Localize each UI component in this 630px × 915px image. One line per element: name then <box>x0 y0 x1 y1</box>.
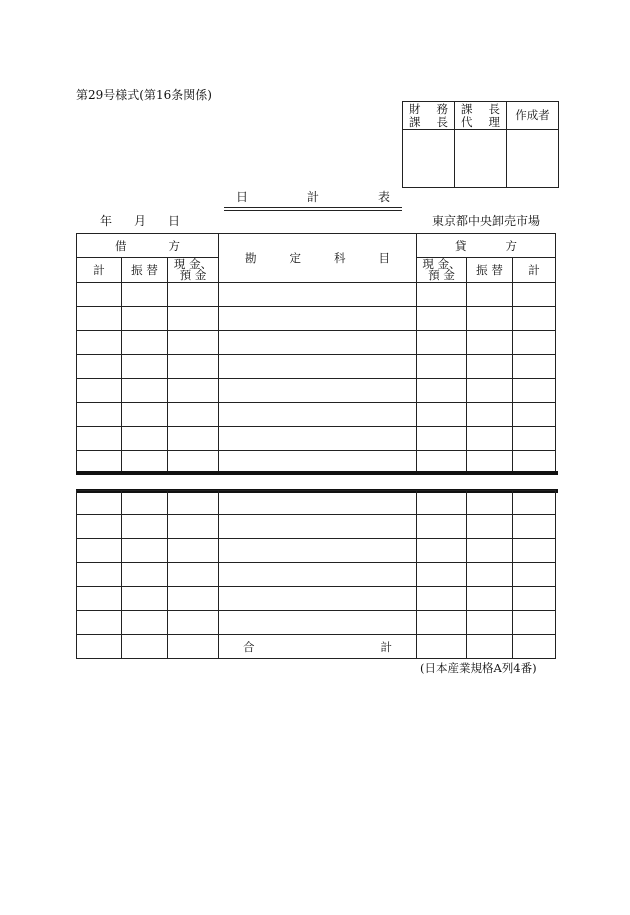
ledger-cell[interactable] <box>77 379 122 403</box>
ledger-cell[interactable] <box>513 379 556 403</box>
credit-cash-header: 現 金、 預 金 <box>417 258 467 283</box>
table-row <box>77 427 556 451</box>
ledger-cell[interactable] <box>168 539 219 563</box>
table-row <box>77 283 556 307</box>
ledger-cell[interactable] <box>122 539 168 563</box>
ledger-cell[interactable] <box>122 283 168 307</box>
ledger-cell[interactable] <box>122 515 168 539</box>
ledger-cell[interactable] <box>417 331 467 355</box>
ledger-cell[interactable] <box>77 587 122 611</box>
table-row <box>77 587 556 611</box>
ledger-cell[interactable] <box>168 611 219 635</box>
ledger-cell[interactable] <box>122 379 168 403</box>
ledger-cell[interactable] <box>168 427 219 451</box>
ledger-cell[interactable] <box>467 307 513 331</box>
ledger-cell[interactable] <box>168 283 219 307</box>
ledger-cell[interactable] <box>122 331 168 355</box>
ledger-cell[interactable] <box>467 427 513 451</box>
credit-total-header: 計 <box>513 258 556 283</box>
ledger-cell[interactable] <box>417 563 467 587</box>
date-line <box>100 212 180 229</box>
table-row <box>77 403 556 427</box>
ledger-cell[interactable] <box>417 515 467 539</box>
ledger-cell[interactable] <box>219 355 417 379</box>
ledger-cell[interactable] <box>122 587 168 611</box>
table-row <box>77 611 556 635</box>
ledger-cell[interactable] <box>219 379 417 403</box>
approval-header-finance-chief: 財 務 課 長 <box>403 102 455 130</box>
ledger-cell[interactable] <box>467 283 513 307</box>
credit-header: 貸 方 <box>417 234 556 258</box>
ledger-cell[interactable] <box>77 427 122 451</box>
ledger-cell[interactable] <box>467 563 513 587</box>
totals-row <box>77 635 556 659</box>
ledger-cell[interactable] <box>219 331 417 355</box>
ledger-cell[interactable] <box>77 635 122 659</box>
ledger-cell[interactable] <box>467 539 513 563</box>
ledger-cell[interactable] <box>122 427 168 451</box>
ledger-cell[interactable] <box>417 635 467 659</box>
ledger-cell[interactable] <box>122 563 168 587</box>
ledger-cell[interactable] <box>77 331 122 355</box>
ledger-cell[interactable] <box>168 587 219 611</box>
approval-stamp-cell[interactable] <box>455 130 507 188</box>
document-title <box>224 188 402 211</box>
date-year-label: 年 <box>100 214 113 228</box>
title-char: 計 <box>306 190 319 204</box>
ledger-cell[interactable] <box>168 355 219 379</box>
date-month-label: 月 <box>134 214 147 228</box>
ledger-cell[interactable] <box>77 563 122 587</box>
ledger-cell[interactable] <box>467 491 513 515</box>
debit-transfer-header: 振 替 <box>122 258 168 283</box>
approval-header-creator: 作成者 <box>507 102 559 130</box>
ledger-cell[interactable] <box>219 539 417 563</box>
title-underline <box>224 210 402 211</box>
ledger-cell[interactable] <box>513 491 556 515</box>
totals-label: 合 計 <box>219 635 417 659</box>
ledger-cell[interactable] <box>219 307 417 331</box>
table-row <box>77 307 556 331</box>
ledger-cell[interactable] <box>467 403 513 427</box>
market-name: 東京都中央卸売市場 <box>432 214 541 228</box>
approval-stamp-cell[interactable] <box>507 130 559 188</box>
footer-standard: (日本産業規格A列4番) <box>420 661 537 675</box>
ledger-cell[interactable] <box>77 515 122 539</box>
approval-header-deputy-chief: 課 長 代 理 <box>455 102 507 130</box>
ledger-cell[interactable] <box>513 403 556 427</box>
ledger-cell[interactable] <box>168 307 219 331</box>
title-char: 表 <box>377 190 390 204</box>
table-row <box>77 491 556 515</box>
ledger-cell[interactable] <box>417 403 467 427</box>
ledger-cell[interactable] <box>168 331 219 355</box>
ledger-cell[interactable] <box>513 611 556 635</box>
ledger-cell[interactable] <box>513 563 556 587</box>
ledger-cell[interactable] <box>219 563 417 587</box>
ledger-cell[interactable] <box>77 491 122 515</box>
ledger-cell[interactable] <box>77 403 122 427</box>
ledger-cell[interactable] <box>513 355 556 379</box>
ledger-cell[interactable] <box>122 611 168 635</box>
ledger-cell[interactable] <box>467 587 513 611</box>
ledger-cell[interactable] <box>417 491 467 515</box>
ledger-cell[interactable] <box>122 491 168 515</box>
ledger-cell[interactable] <box>467 331 513 355</box>
ledger-cell[interactable] <box>219 611 417 635</box>
ledger-cell[interactable] <box>168 379 219 403</box>
ledger-table-bottom <box>76 490 556 659</box>
account-header: 勘 定 科 目 <box>219 234 417 283</box>
ledger-cell[interactable] <box>467 379 513 403</box>
ledger-cell[interactable] <box>122 635 168 659</box>
title-underline <box>224 207 402 208</box>
ledger-cell[interactable] <box>122 307 168 331</box>
ledger-cell[interactable] <box>417 355 467 379</box>
ledger-cell[interactable] <box>77 283 122 307</box>
ledger-cell[interactable] <box>513 635 556 659</box>
debit-total-header: 計 <box>77 258 122 283</box>
debit-cash-header: 現 金、 預 金 <box>168 258 219 283</box>
ledger-cell[interactable] <box>417 611 467 635</box>
ledger-cell[interactable] <box>219 403 417 427</box>
table-row <box>77 515 556 539</box>
date-day-label: 日 <box>168 214 181 228</box>
ledger-cell[interactable] <box>417 307 467 331</box>
table-row <box>77 379 556 403</box>
ledger-cell[interactable] <box>219 515 417 539</box>
ledger-cell[interactable] <box>513 539 556 563</box>
ledger-cell[interactable] <box>513 331 556 355</box>
ledger-cell[interactable] <box>467 355 513 379</box>
approval-box <box>402 101 559 188</box>
ledger-cell[interactable] <box>168 403 219 427</box>
ledger-cell[interactable] <box>513 283 556 307</box>
approval-stamp-cell[interactable] <box>403 130 455 188</box>
ledger-cell[interactable] <box>219 587 417 611</box>
ledger-cell[interactable] <box>219 283 417 307</box>
ledger-cell[interactable] <box>417 379 467 403</box>
table-row <box>77 355 556 379</box>
ledger-cell[interactable] <box>168 515 219 539</box>
table-row <box>77 563 556 587</box>
table-row <box>77 331 556 355</box>
ledger-cell[interactable] <box>513 307 556 331</box>
ledger-cell[interactable] <box>219 427 417 451</box>
title-char: 日 <box>236 190 249 204</box>
ledger-cell[interactable] <box>417 427 467 451</box>
ledger-cell[interactable] <box>77 539 122 563</box>
ledger-cell[interactable] <box>417 587 467 611</box>
ledger-cell[interactable] <box>417 283 467 307</box>
ledger-cell[interactable] <box>513 515 556 539</box>
form-number: 第29号様式(第16条関係) <box>76 88 212 102</box>
ledger-cell[interactable] <box>467 611 513 635</box>
ledger-cell[interactable] <box>168 635 219 659</box>
ledger-cell[interactable] <box>467 515 513 539</box>
ledger-cell[interactable] <box>219 491 417 515</box>
ledger-cell[interactable] <box>417 539 467 563</box>
ledger-cell[interactable] <box>513 427 556 451</box>
ledger-cell[interactable] <box>168 491 219 515</box>
ledger-cell[interactable] <box>467 635 513 659</box>
ledger-cell[interactable] <box>513 587 556 611</box>
ledger-table-top <box>76 233 556 475</box>
ledger-cell[interactable] <box>77 355 122 379</box>
credit-transfer-header: 振 替 <box>467 258 513 283</box>
ledger-cell[interactable] <box>77 611 122 635</box>
ledger-cell[interactable] <box>122 403 168 427</box>
ledger-cell[interactable] <box>122 355 168 379</box>
table-row <box>77 539 556 563</box>
ledger-cell[interactable] <box>77 307 122 331</box>
debit-header: 借 方 <box>77 234 219 258</box>
section-divider <box>76 471 558 475</box>
ledger-cell[interactable] <box>168 563 219 587</box>
